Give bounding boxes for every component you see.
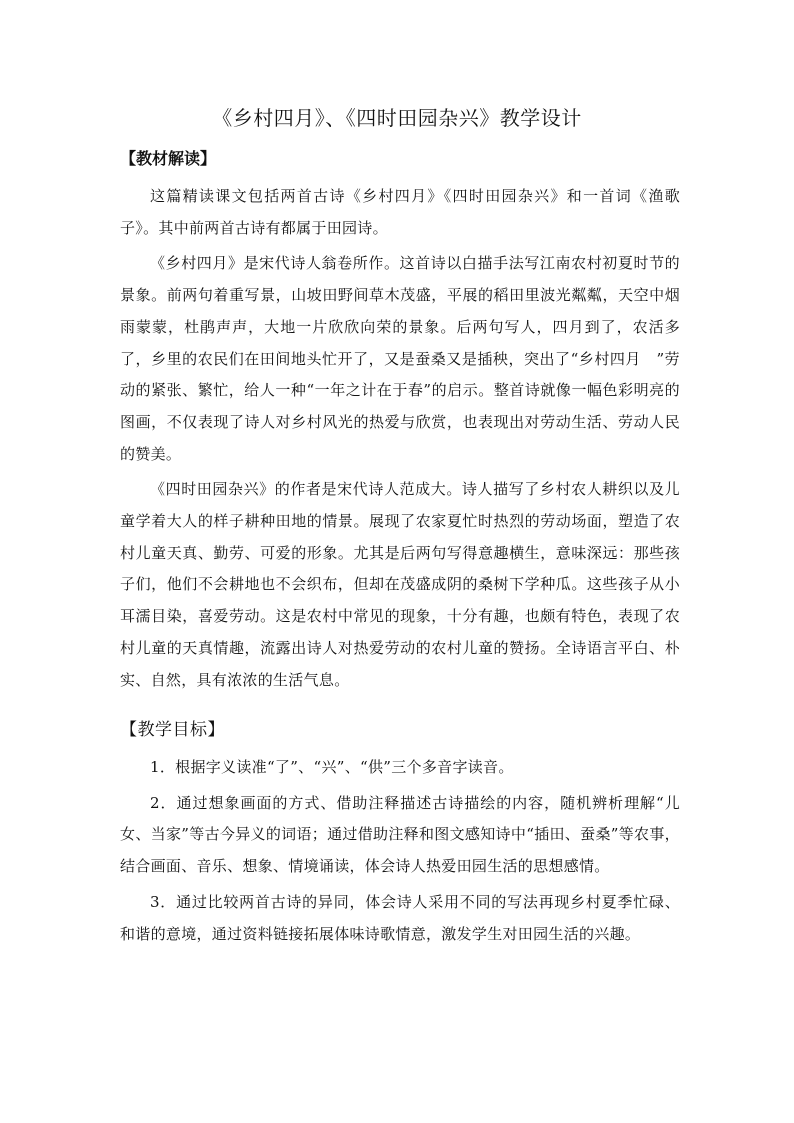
section-heading-textbook-analysis: 【教材解读】 bbox=[120, 149, 217, 168]
goal-item-3: 3．通过比较两首古诗的异同，体会诗人采用不同的写法再现乡村夏季忙碌、和谐的意境，通过资料链接拓展体味诗歌情意，激发学生对田园生活的兴趣。 bbox=[120, 892, 680, 943]
section-heading-teaching-goals: 【教学目标】 bbox=[120, 720, 225, 740]
paragraph-intro: 这篇精读课文包括两首古诗《乡村四月》《四时田园杂兴》和一首词《渔歌子》。其中前两首古诗有都属于田园诗。 bbox=[120, 187, 680, 237]
goal-item-2: 2．通过想象画面的方式、借助注释描述古诗描绘的内容，随机辨析理解“儿女、当家”等古今异义的词语；通过借助注释和图文感知诗中“插田、蚕桑”等农事，结合画面、音乐、想象、情境诵读，体会诗人热爱田园生活的思想感情。 bbox=[120, 793, 680, 876]
section-body-teaching-goals bbox=[120, 752, 680, 950]
goal-item-1: 1．根据字义读准“了”、“兴”、“供”三个多音字读音。 bbox=[150, 758, 514, 776]
paragraph-sishi-tianyuan: 《四时田园杂兴》的作者是宋代诗人范成大。诗人描写了乡村农人耕织以及儿童学着大人的样子耕种田地的情景。展现了农家夏忙时热烈的劳动场面，塑造了农村儿童天真、勤劳、可爱的形象。尤其是后两句写得意趣横生，意味深远：那些孩子们，他们不会耕地也不会织布，但却在茂盛成阴的桑树下学种瓜。这些孩子从小耳濡目染，喜爱劳动。这是农村中常见的现象，十分有趣，也颇有特色，表现了农村儿童的天真情趣，流露出诗人对热爱劳动的农村儿童的赞扬。全诗语言平白、朴实、自然，具有浓浓的生活气息。 bbox=[120, 480, 680, 689]
paragraph-xiangcun-siyue: 《乡村四月》是宋代诗人翁卷所作。这首诗以白描手法写江南农村初夏时节的景象。前两句着重写景，山坡田野间草木茂盛，平展的稻田里波光粼粼，天空中烟雨蒙蒙，杜鹃声声，大地一片欣欣向荣的景象。后两句写人，四月到了，农活多了，乡里的农民们在田间地头忙开了，又是蚕桑又是插秧，突出了“乡村四月 ”劳动的紧张、繁忙，给人一种“一年之计在于春”的启示。整首诗就像一幅色彩明亮的图画，不仅表现了诗人对乡村风光的热爱与欣赏，也表现出对劳动生活、劳动人民的赞美。 bbox=[120, 254, 680, 463]
section-body-textbook-analysis bbox=[120, 181, 680, 696]
document-title: 《乡村四月》、《四时田园杂兴》教学设计 bbox=[212, 106, 582, 130]
